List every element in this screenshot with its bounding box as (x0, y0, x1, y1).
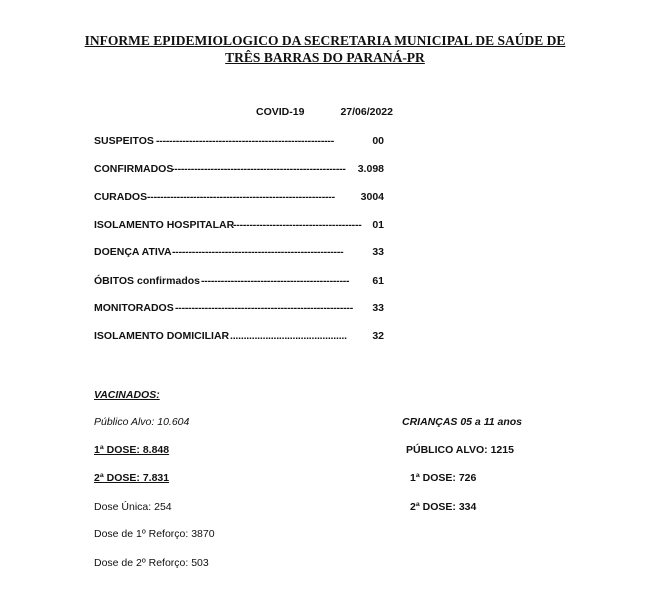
stat-label: CONFIRMADOS (94, 163, 174, 175)
stat-leader: --------------------------------------------- (201, 275, 350, 287)
stat-label: MONITORADOS (94, 302, 174, 314)
stat-row-suspeitos (94, 135, 384, 149)
stat-leader: ---------------------------------------------------- (172, 246, 344, 258)
stat-value: 32 (372, 330, 384, 342)
stat-value: 01 (372, 219, 384, 231)
stat-leader: ----------------------------------------------------- (171, 163, 346, 175)
disease-label: COVID-19 (256, 106, 305, 118)
children-heading: CRIANÇAS 05 a 11 anos (402, 416, 523, 428)
report-date-line (256, 106, 393, 118)
report-date: 27/06/2022 (340, 106, 393, 118)
children-dose-1: 1ª DOSE: 726 (410, 472, 477, 484)
stat-label: CURADOS (94, 191, 148, 203)
vaccination-dose-2: 2ª DOSE: 7.831 (94, 472, 170, 484)
vaccination-single-dose: Dose Única: 254 (94, 501, 172, 513)
stat-label: ISOLAMENTO DOMICILIAR (94, 330, 230, 342)
stat-row-confirmados (94, 163, 384, 177)
stat-row-curados (94, 191, 384, 205)
report-title-line-2: TRÊS BARRAS DO PARANÁ-PR (225, 50, 425, 65)
stat-row-monitorados (94, 302, 384, 316)
vaccination-target: Público Alvo: 10.604 (94, 416, 190, 428)
stat-label: DOENÇA ATIVA (94, 246, 172, 258)
stat-row-isolamento-domiciliar (94, 330, 384, 344)
stat-leader: ------------------------------------------------------ (175, 302, 354, 314)
children-dose-2: 2ª DOSE: 334 (410, 501, 477, 513)
vaccination-booster-1: Dose de 1º Reforço: 3870 (94, 528, 215, 540)
stat-value: 00 (372, 135, 384, 147)
stat-leader: --------------------------------------- (233, 219, 362, 231)
stat-leader: ------------------------------------------------------ (156, 135, 335, 147)
stat-row-doenca-ativa (94, 246, 384, 260)
stat-label: ISOLAMENTO HOSPITALAR (94, 219, 235, 231)
stat-value: 3004 (360, 191, 384, 203)
stat-row-obitos (94, 275, 384, 289)
vaccination-dose-1: 1ª DOSE: 8.848 (94, 444, 170, 456)
stat-value: 33 (372, 302, 384, 314)
stat-label: SUSPEITOS (94, 135, 154, 147)
stat-leader: ........................................... (230, 330, 347, 342)
stat-row-isolamento-hospitalar (94, 219, 384, 233)
stat-label: ÓBITOS confirmados (94, 275, 200, 287)
children-target: PÚBLICO ALVO: 1215 (406, 444, 514, 456)
stat-value: 33 (372, 246, 384, 258)
stat-leader: --------------------------------------------------------- (147, 191, 335, 203)
stat-value: 61 (372, 275, 384, 287)
report-title-line-1: INFORME EPIDEMIOLOGICO DA SECRETARIA MUNICIPAL DE SAÚDE DE (84, 33, 566, 48)
vaccination-booster-2: Dose de 2º Reforço: 503 (94, 557, 209, 569)
stat-value: 3.098 (357, 163, 384, 175)
vaccination-heading: VACINADOS: (94, 389, 160, 401)
